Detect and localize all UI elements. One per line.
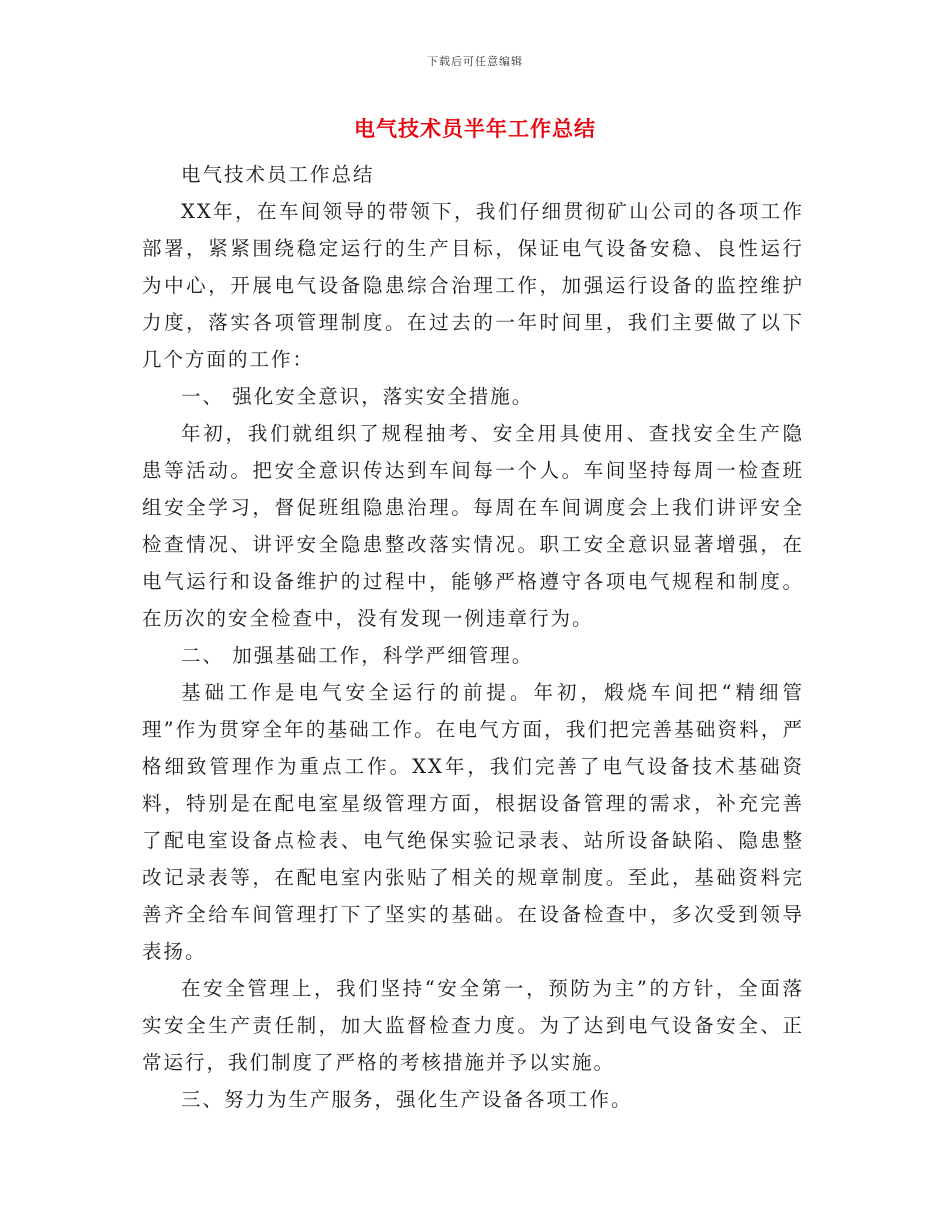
document-body: [142, 156, 804, 1118]
section-heading-1: 一、 强化安全意识，落实安全措施。: [181, 385, 534, 408]
document-title: 电气技术员半年工作总结: [354, 116, 596, 141]
section-heading-3: 三、努力为生产服务，强化生产设备各项工作。: [181, 1088, 633, 1111]
paragraph-subtitle: 电气技术员工作总结: [181, 163, 375, 186]
paragraph-section-1: 年初，我们就组织了规程抽考、安全用具使用、查找安全生产隐患等活动。把安全意识传达到车间每一个人。车间坚持每周一检查班组安全学习，督促班组隐患治理。每周在车间调度会上我们讲评安全检查情况、讲评安全隐患整改落实情况。职工安全意识显著增强，在电气运行和设备维护的过程中，能够严格遵守各项电气规程和制度。在历次的安全检查中，没有发现一例违章行为。: [142, 422, 804, 630]
paragraph-intro: XX年，在车间领导的带领下，我们仔细贯彻矿山公司的各项工作部署，紧紧围绕稳定运行的生产目标，保证电气设备安稳、良性运行为中心，开展电气设备隐患综合治理工作，加强运行设备的监控维护力度，落实各项管理制度。在过去的一年时间里，我们主要做了以下几个方面的工作：: [142, 200, 804, 371]
paragraph-section-2: 基础工作是电气安全运行的前提。年初，煅烧车间把“精细管理”作为贯穿全年的基础工作。在电气方面，我们把完善基础资料，严格细致管理作为重点工作。XX年，我们完善了电气设备技术基础资料，特别是在配电室星级管理方面，根据设备管理的需求，补充完善了配电室设备点检表、电气绝保实验记录表、站所设备缺陷、隐患整改记录表等，在配电室内张贴了相关的规章制度。至此，基础资料完善齐全给车间管理打下了坚实的基础。在设备检查中，多次受到领导表扬。: [142, 681, 804, 963]
header-note: 下载后可任意编辑: [427, 55, 523, 68]
section-heading-2: 二、 加强基础工作，科学严细管理。: [181, 644, 534, 667]
paragraph-safety-management: 在安全管理上，我们坚持“安全第一，预防为主”的方针，全面落实安全生产责任制，加大监督检查力度。为了达到电气设备安全、正常运行，我们制度了严格的考核措施并予以实施。: [142, 977, 804, 1074]
